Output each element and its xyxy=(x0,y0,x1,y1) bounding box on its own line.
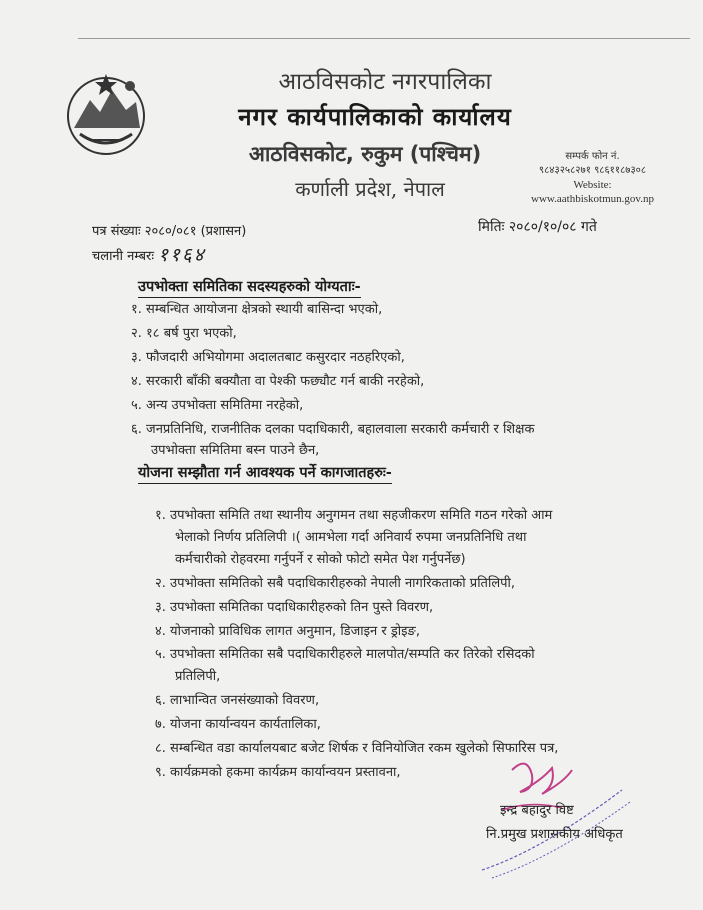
list-item: ६. जनप्रतिनिधि, राजनीतिक दलका पदाधिकारी, बहालवाला सरकारी कर्मचारी र शिक्षक xyxy=(131,422,535,437)
qualifications-heading: उपभोक्ता समितिका सदस्यहरुको योग्यताः- xyxy=(138,276,361,298)
top-border-line xyxy=(78,38,690,39)
municipality-name: आठविसकोट नगरपालिका xyxy=(278,69,492,95)
list-item: ७. योजना कार्यान्वयन कार्यतालिका, xyxy=(155,717,321,732)
list-item: ३. उपभोक्ता समितिका पदाधिकारीहरुको तिन पुस्ते विवरण, xyxy=(155,600,434,615)
list-item: ६. लाभान्वित जनसंख्याको विवरण, xyxy=(155,693,320,708)
dispatch-handwritten-number: ११६४ xyxy=(158,244,206,266)
phone-label: सम्पर्क फोन नं. xyxy=(565,151,620,162)
list-item: ३. फौजदारी अभियोगमा अदालतबाट कसुरदार नठहरिएको, xyxy=(131,350,405,365)
list-item-continuation: भेलाको निर्णय प्रतिलिपी ।( आमभेला गर्दा अनिवार्य रुपमा जनप्रतिनिधि तथा xyxy=(175,530,527,545)
list-item: ४. सरकारी बाँकी बक्यौता वा पेश्की फछ्यौट गर्न बाकी नरहेको, xyxy=(131,374,425,389)
list-item-continuation: कर्मचारीको रोहवरमा गर्नुपर्ने र सोको फोटो समेत पेश गर्नुपर्नेछ) xyxy=(175,552,466,567)
list-item: २. १८ बर्ष पुरा भएको, xyxy=(131,326,237,341)
dispatch-number xyxy=(92,240,206,266)
list-item: १. सम्बन्धित आयोजना क्षेत्रको स्थायी बासिन्दा भएको, xyxy=(131,302,383,317)
website-label: Website: xyxy=(573,179,612,191)
reference-number: पत्र संख्याः २०८०/०८१ (प्रशासन) xyxy=(92,224,247,239)
list-item: १. उपभोक्ता समिति तथा स्थानीय अनुगमन तथा सहजीकरण समिति गठन गरेको आम xyxy=(155,508,553,523)
website-url: www.aathbiskotmun.gov.np xyxy=(531,193,654,205)
list-item-continuation: प्रतिलिपी, xyxy=(175,669,221,684)
list-item: ५. अन्य उपभोक्ता समितिमा नरहेको, xyxy=(131,398,304,413)
contact-block xyxy=(515,150,670,206)
phone-numbers: ९८४३२५८२७१ ९८६११८७३०८ xyxy=(538,165,647,176)
list-item: ८. सम्बन्धित वडा कार्यालयबाट बजेट शिर्षक र विनियोजित रकम खुलेको सिफारिस पत्र, xyxy=(155,741,559,756)
province-country: कर्णाली प्रदेश, नेपाल xyxy=(295,177,445,201)
list-item: ५. उपभोक्ता समितिका सबै पदाधिकारीहरुले मालपोत/सम्पति कर तिरेको रसिदको xyxy=(155,647,535,662)
office-address: आठविसकोट, रुकुम (पश्चिम) xyxy=(248,142,482,166)
nepal-emblem-icon xyxy=(60,66,152,158)
list-item: ४. योजनाको प्राविधिक लागत अनुमान, डिजाइन र ड्रोइङ, xyxy=(155,624,420,639)
documents-heading: योजना सम्झौता गर्न आवश्यक पर्ने कागजातहरुः- xyxy=(138,462,392,484)
office-name: नगर कार्यपालिकाको कार्यालय xyxy=(238,103,512,131)
list-item: २. उपभोक्ता समितिको सबै पदाधिकारीहरुको नेपाली नागरिकताको प्रतिलिपी, xyxy=(155,576,516,591)
list-item-continuation: उपभोक्ता समितिमा बस्न पाउने छैन, xyxy=(151,443,320,458)
signatory-title: नि.प्रमुख प्रशासकीय अधिकृत xyxy=(486,827,623,842)
signatory-name: इन्द्र बहादुर विष्ट xyxy=(500,803,574,818)
list-item: ९. कार्यक्रमको हकमा कार्यक्रम कार्यान्वयन प्रस्तावना, xyxy=(155,765,401,780)
letter-date: मितिः २०८०/१०/०८ गते xyxy=(478,219,597,235)
dispatch-label: चलानी नम्बरः xyxy=(92,249,154,264)
